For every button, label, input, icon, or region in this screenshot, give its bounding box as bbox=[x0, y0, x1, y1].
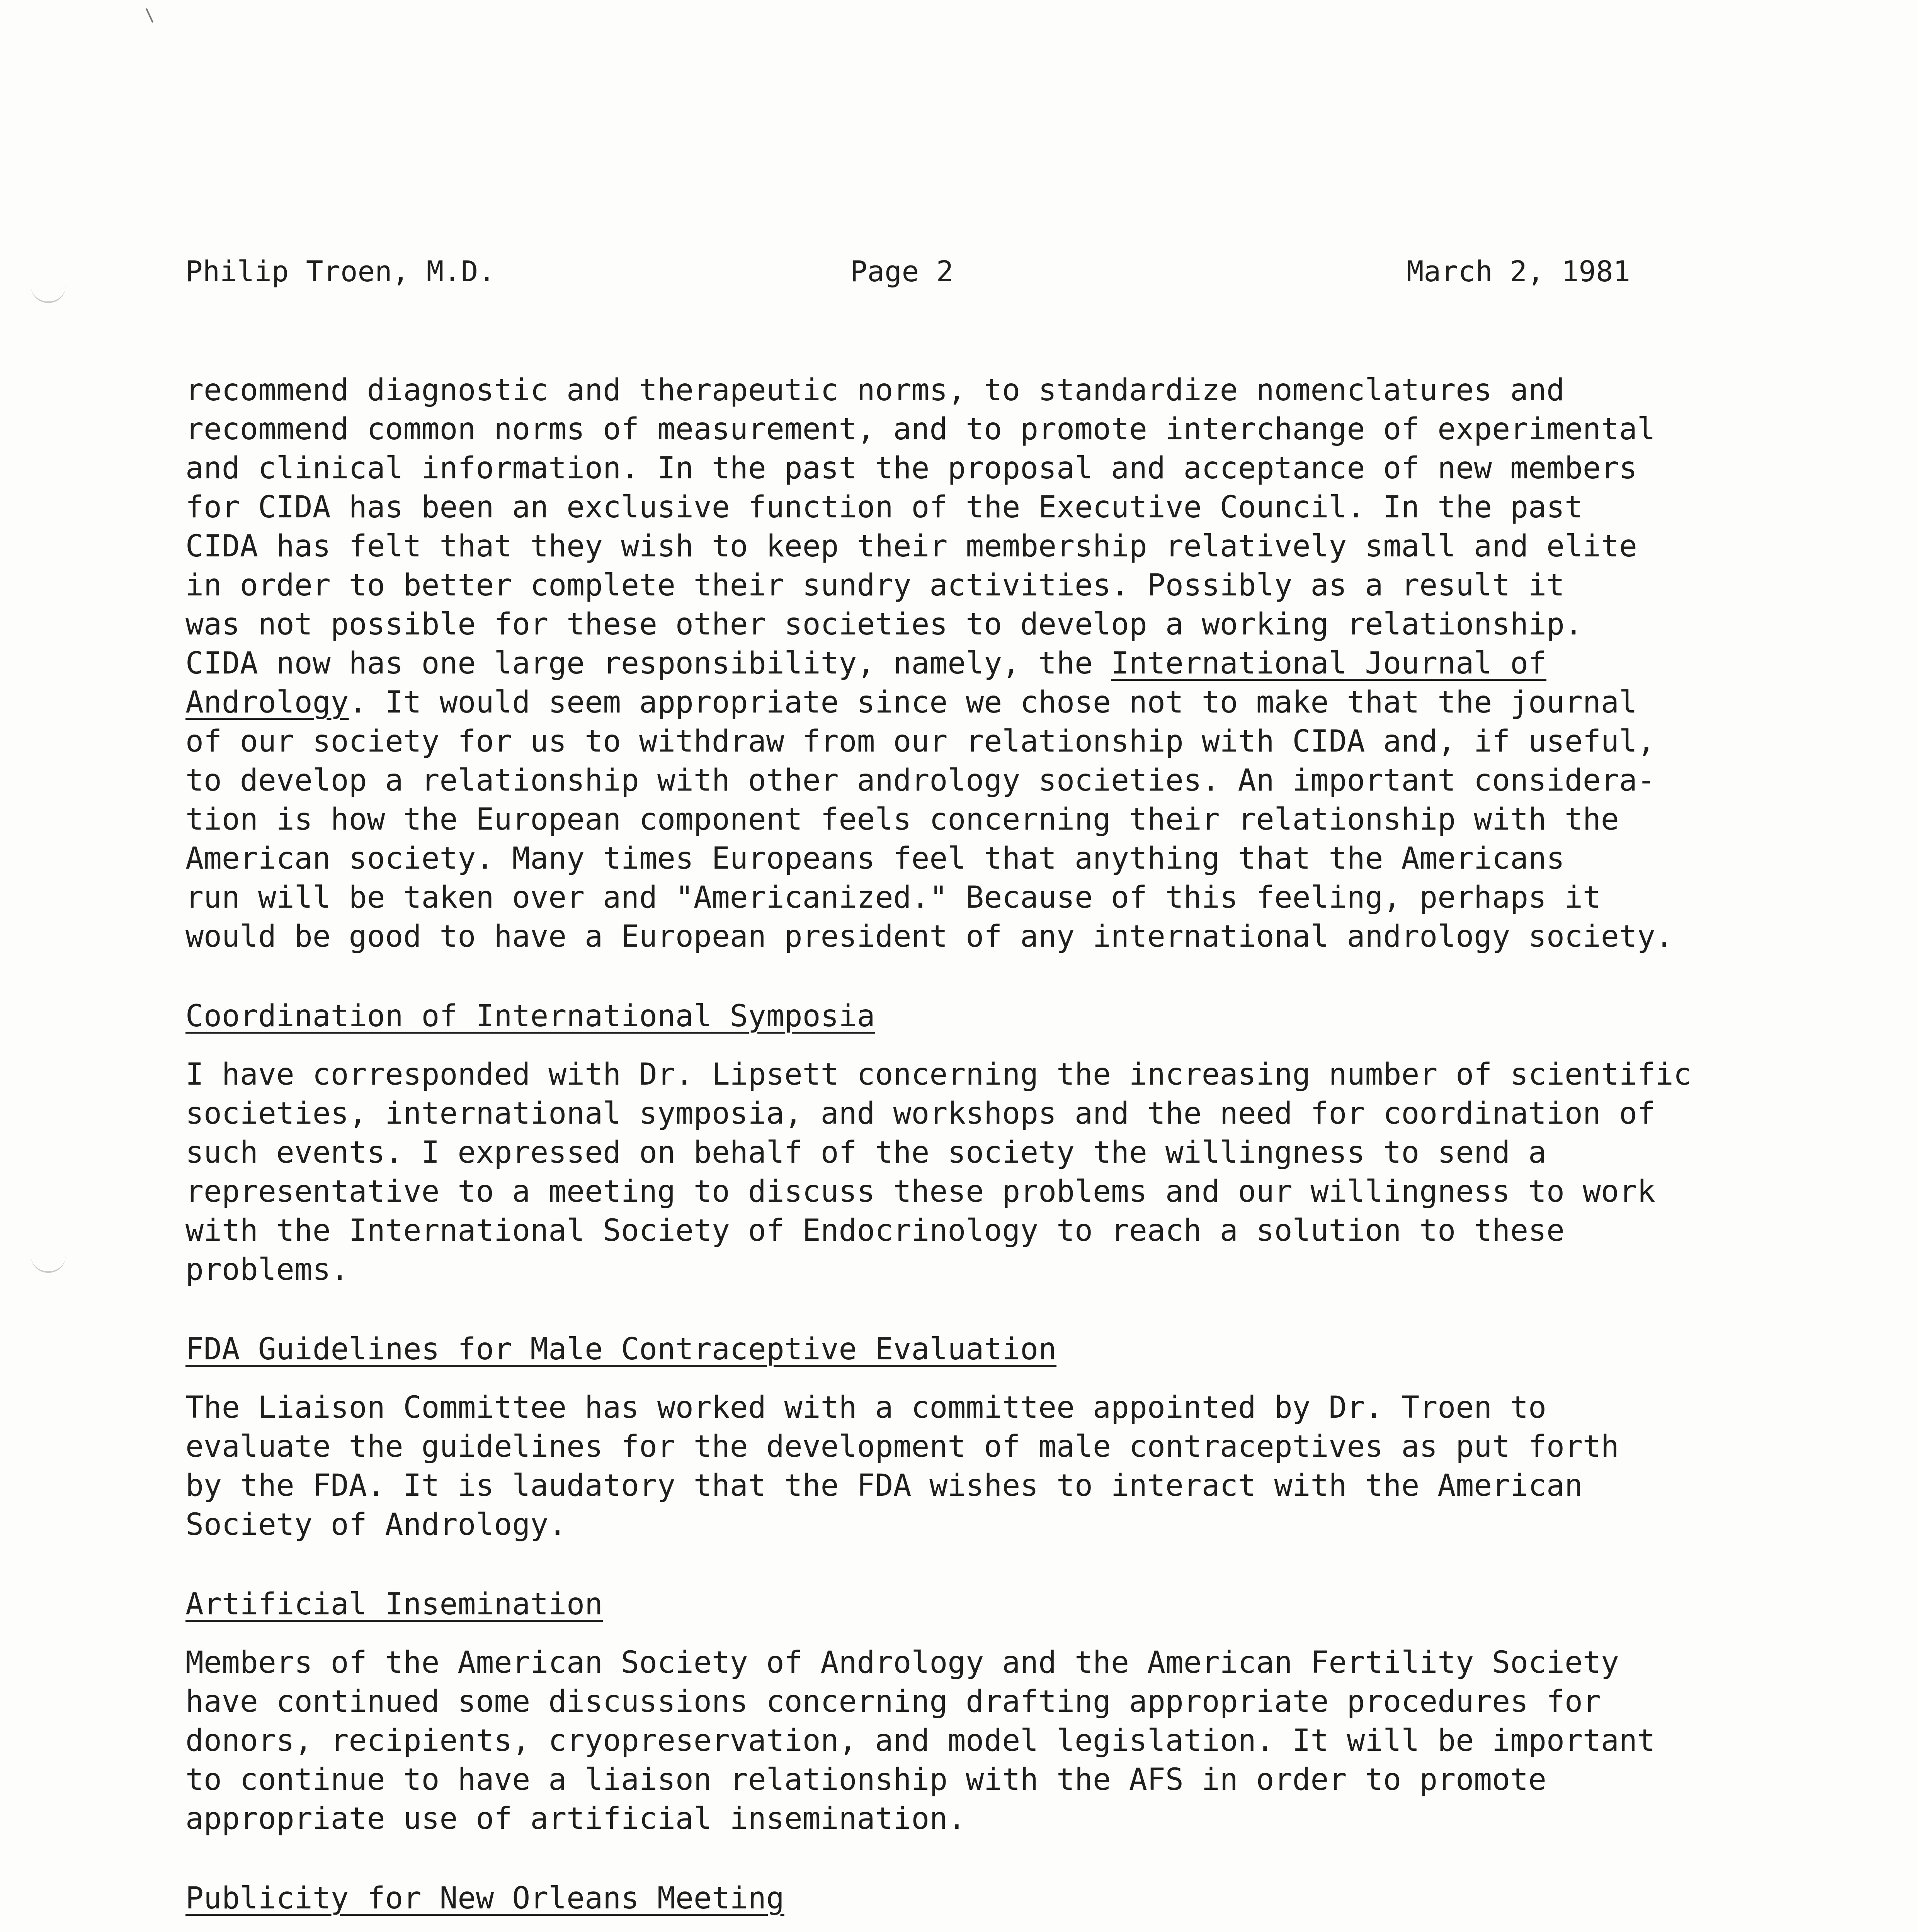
page-number: Page 2 bbox=[850, 255, 954, 288]
section-heading-fda: FDA Guidelines for Male Contraceptive Evaluation bbox=[185, 1332, 1057, 1367]
punch-hole-mark bbox=[31, 1256, 66, 1273]
letter-date: March 2, 1981 bbox=[1407, 255, 1631, 288]
intro-text-before: recommend diagnostic and therapeutic norms, to standardize nomenclatures and recommend common norms of measurement, and to promote interchange of experimental and clinical information. In the past the proposal and acceptance of new members for CIDA has been an exclusive function of the Executive Council. In the past CIDA has felt that they wish to keep their membership relatively small and elite in order to better complete their sundry activities. Possibly as a result it was not possible for these other societies to develop a working relationship. CIDA now has one large responsibility, namely, the bbox=[185, 373, 1655, 681]
journal-title-part1: International Journal of bbox=[1111, 646, 1547, 681]
section-body-symposia: I have corresponded with Dr. Lipsett concerning the increasing number of scientific societies, international symposia, and workshops and the need for coordination of such events. I expressed on behalf of the society the willingness to send a representative to a meeting to discuss these problems and our willingness to work with the International Society of Endocrinology to reach a solution to these problems. bbox=[185, 1057, 1692, 1287]
section-body-insemination: Members of the American Society of Andrology and the American Fertility Society have continued some discussions concerning drafting appropriate procedures for donors, recipients, cryopreservation, and model legislation. It will be important to continue to have a liaison relationship with the AFS in order to promote appropriate use of artificial insemination. bbox=[185, 1645, 1655, 1836]
section-heading-publicity: Publicity for New Orleans Meeting bbox=[185, 1881, 784, 1916]
letter-header bbox=[185, 255, 1692, 301]
journal-title-part2: Andrology bbox=[185, 685, 349, 720]
section-heading-insemination: Artificial Insemination bbox=[185, 1587, 603, 1622]
scan-mark bbox=[146, 8, 154, 23]
section-heading-symposia: Coordination of International Symposia bbox=[185, 999, 875, 1034]
punch-hole-mark bbox=[31, 286, 66, 303]
letter-body bbox=[185, 371, 1778, 1932]
section-body-fda: The Liaison Committee has worked with a committee appointed by Dr. Troen to evaluate the guidelines for the development of male contraceptives as put forth by the FDA. It is laudatory that the FDA wishes to interact with the American Society of Andrology. bbox=[185, 1390, 1619, 1542]
addressee: Philip Troen, M.D. bbox=[185, 255, 495, 288]
intro-paragraph bbox=[185, 371, 1778, 956]
intro-text-after: . It would seem appropriate since we chose not to make that the journal of our society for us to withdraw from our relationship with CIDA and, if useful, to develop a relationship with other andrology societies. An important considera- tion is how the European component feels concerning their relationship with the American society. Many times Europeans feel that anything that the Americans run will be taken over and "Americanized." Because of this feeling, perhaps it would be good to have a European president of any international andrology society. bbox=[185, 685, 1674, 954]
